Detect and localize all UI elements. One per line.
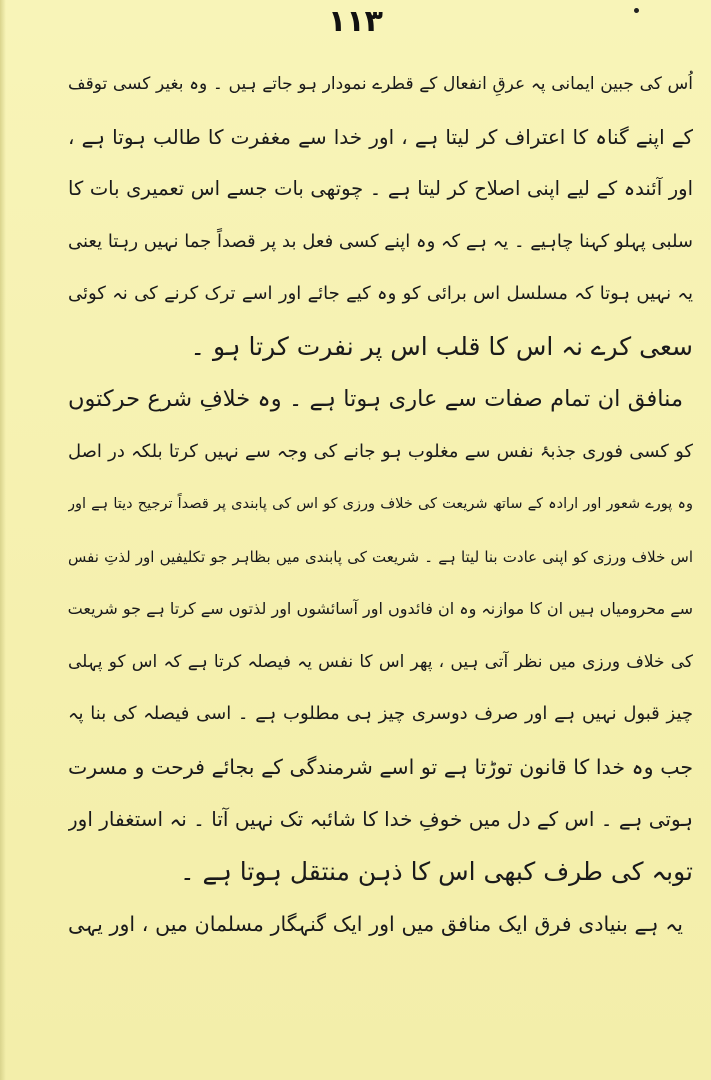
text-line: یہ ہے بنیادی فرق ایک منافق میں اور ایک گنہگار مسلمان میں ، اور یہی	[68, 912, 683, 936]
paragraph-1	[68, 58, 693, 373]
text-line: سے محرومیاں ہیں ان کا موازنہ وہ ان فائدوں اور آسائشوں اور لذتوں سے کرتا ہے جو شریعت	[68, 599, 693, 618]
text-line: چیز قبول نہیں ہے اور صرف دوسری چیز ہی مطلوب ہے ۔ اسی فیصلہ کی بنا پہ	[68, 703, 693, 724]
text-line: یہ نہیں ہوتا کہ مسلسل اس برائی کو وہ کیے جائے اور اسے ترک کرنے کی نہ کوئی	[68, 283, 693, 304]
paragraph-2	[68, 373, 693, 898]
text-line: سعی کرے نہ اس کا قلب اس پر نفرت کرتا ہو ۔	[190, 331, 693, 361]
text-line: کی خلاف ورزی میں نظر آتی ہیں ، پھر اس کا نفس یہ فیصلہ کرتا ہے کہ اس کو پہلی	[68, 651, 693, 672]
text-line: ہوتی ہے ۔ اس کے دل میں خوفِ خدا کا شائبہ تک نہیں آتا ۔ نہ استغفار اور	[68, 807, 693, 831]
page-number: ۱۱۳	[328, 4, 383, 39]
text-line: وہ پورے شعور اور ارادہ کے ساتھ شریعت کی خلاف ورزی کو اس کی پابندی پر قصداً ترجیح دیتا ہے اور	[68, 496, 693, 512]
text-line: اس خلاف ورزی کو اپنی عادت بنا لیتا ہے ۔ شریعت کی پابندی میں بظاہر جو تکلیفیں اور لذتِ نفس	[68, 547, 693, 566]
text-line: کو کسی فوری جذبۂ نفس سے مغلوب ہو جانے کی وجہ سے نہیں کرتا بلکہ در اصل	[68, 440, 693, 462]
paragraph-3	[68, 898, 693, 951]
text-line: توبہ کی طرف کبھی اس کا ذہن منتقل ہوتا ہے ۔	[179, 856, 693, 886]
text-line: سلبی پہلو کہنا چاہیے ۔ یہ ہے کہ وہ اپنے کسی فعل بد پر قصداً جما نہیں رہتا یعنی	[68, 230, 693, 252]
text-line: جب وہ خدا کا قانون توڑتا ہے تو اسے شرمندگی کے بجائے فرحت و مسرت	[68, 754, 693, 779]
text-line: کے اپنے گناہ کا اعتراف کر لیتا ہے ، اور خدا سے مغفرت کا طالب ہوتا ہے ،	[68, 124, 693, 149]
text-line: اور آئندہ کے لیے اپنی اصلاح کر لیتا ہے ۔ چوتھی بات جسے اس تعمیری بات کا	[68, 177, 693, 200]
text-line: منافق ان تمام صفات سے عاری ہوتا ہے ۔ وہ خلافِ شرع حرکتوں	[68, 386, 683, 412]
text-line: اُس کی جبین ایمانی پہ عرقِ انفعال کے قطرے نمودار ہو جاتے ہیں ۔ وہ بغیر کسی توقف	[68, 74, 693, 94]
page-text	[68, 58, 693, 951]
